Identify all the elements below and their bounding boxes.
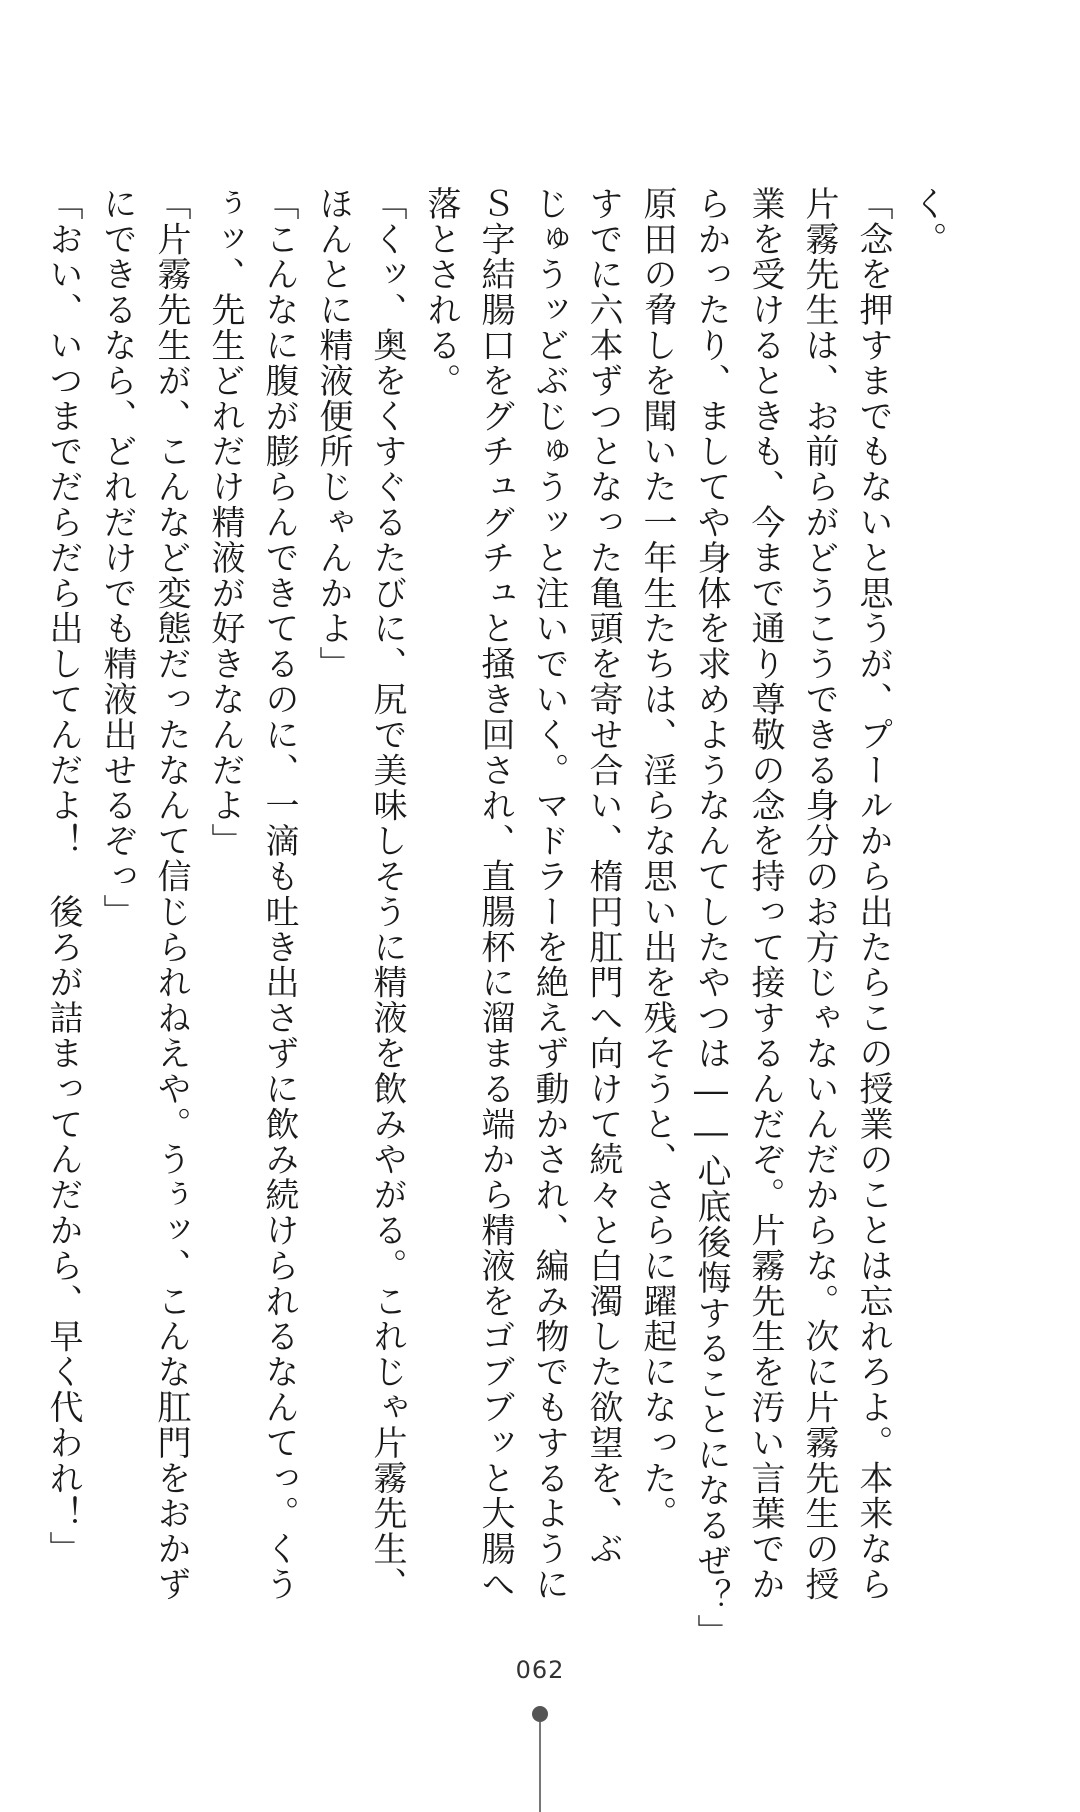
folio-line — [539, 1722, 541, 1812]
text-line: 「こんなに腹が膨らんできてるのに、一滴も吐き出さずに飲み続けられるなんてっ。くう — [259, 186, 299, 1602]
page-number: 062 — [515, 1656, 565, 1684]
text-line: 落とされる。 — [421, 186, 461, 399]
text-line: 「片霧先生が、こんなど変態だったなんて信じられねえや。うぅッ、こんな肛門をおかず — [151, 186, 191, 1602]
text-line: 「念を押すまでもないと思うが、プールから出たらこの授業のことは忘れろよ。本来なら — [853, 186, 893, 1602]
text-line: 「おい、いつまでだらだら出してんだよ！ 後ろが詰まってんだから、早く代われ！」 — [43, 186, 83, 1567]
text-line: ほんとに精液便所じゃんかよ」 — [313, 186, 353, 682]
text-line: 業を受けるときも、今まで通り尊敬の念を持って接するんだぞ。片霧先生を汚い言葉でか — [745, 186, 785, 1602]
page-footer — [0, 1650, 1080, 1812]
text-line: Ｓ字結腸口をグチュグチュと掻き回され、直腸杯に溜まる端から精液をゴブブッと大腸へ — [475, 186, 515, 1602]
text-line: ぅッ、先生どれだけ精液が好きなんだよ」 — [205, 186, 245, 859]
text-line: にできるなら、どれだけでも精液出せるぞっ」 — [97, 186, 137, 930]
text-line: 原田の脅しを聞いた一年生たちは、淫らな思い出を残そうと、さらに躍起になった。 — [637, 186, 677, 1532]
text-line: らかったり、ましてや身体を求めようなんてしたやつは――心底後悔することになるぜ？」 — [691, 186, 731, 1650]
text-line: 片霧先生は、お前らがどうこうできる身分のお方じゃないんだからな。次に片霧先生の授 — [799, 186, 839, 1602]
body-text — [43, 186, 954, 1650]
text-line: 「くッ、奥をくすぐるたびに、尻で美味しそうに精液を飲みやがる。これじゃ片霧先生、 — [367, 186, 407, 1602]
text-line: く。 — [907, 186, 947, 257]
folio-dot-icon — [532, 1706, 548, 1722]
text-line: じゅうッどぶじゅうッと注いでいく。マドラーを絶えず動かされ、編み物でもするように — [529, 186, 569, 1602]
text-line: すでに六本ずつとなった亀頭を寄せ合い、楕円肛門へ向けて続々と白濁した欲望を、ぶ — [583, 186, 623, 1567]
